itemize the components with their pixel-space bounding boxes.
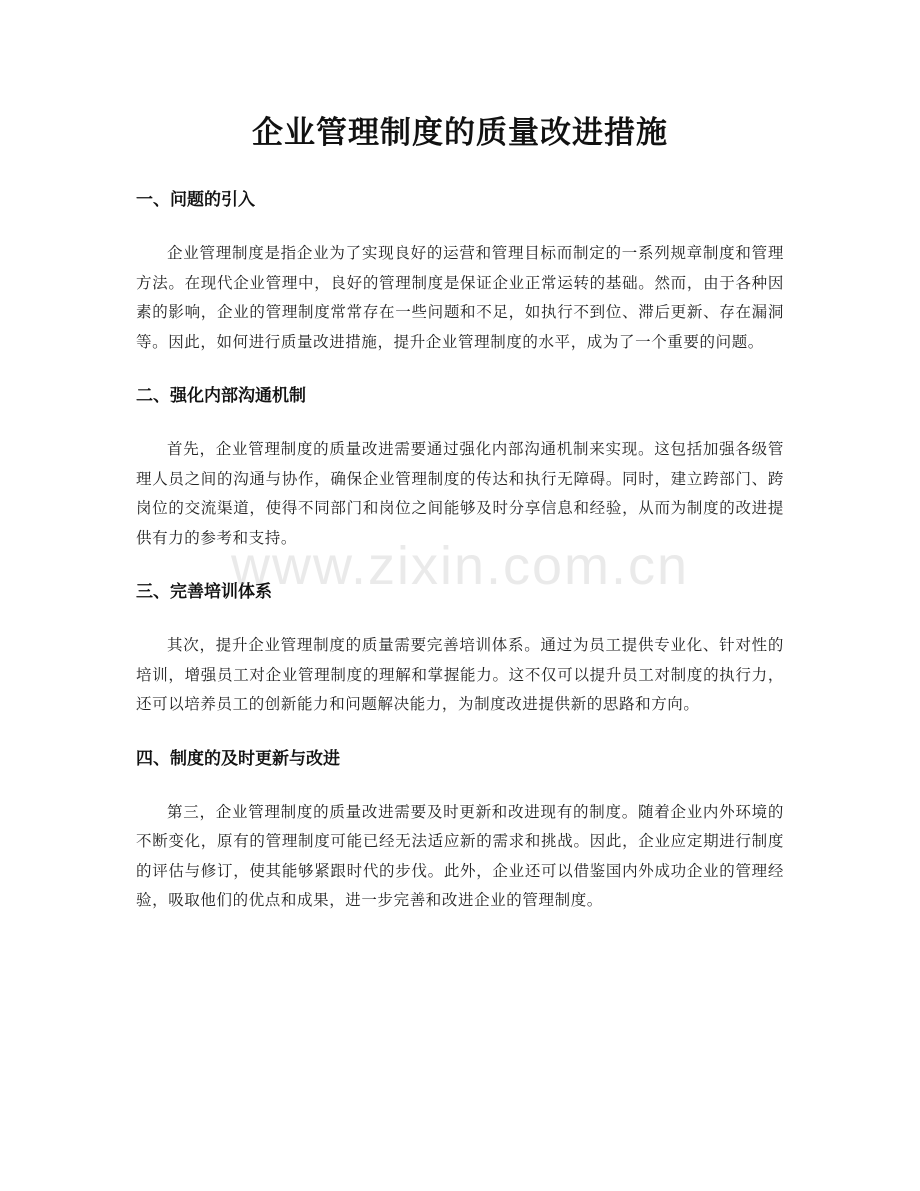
section-internal-communication — [136, 383, 784, 553]
section-paragraph: 其次，提升企业管理制度的质量需要完善培训体系。通过为员工提供专业化、针对性的培训，增强员工对企业管理制度的理解和掌握能力。这不仅可以提升员工对制度的执行力，还可以培养员工的创新能力和问题解决能力，为制度改进提供新的思路和方向。 — [136, 636, 784, 713]
section-paragraph: 第三，企业管理制度的质量改进需要及时更新和改进现有的制度。随着企业内外环境的不断变化，原有的管理制度可能已经无法适应新的需求和挑战。因此，企业应定期进行制度的评估与修订，使其能够紧跟时代的步伐。此外，企业还可以借鉴国内外成功企业的管理经验，吸取他们的优点和成果，进一步完善和改进企业的管理制度。 — [136, 802, 784, 909]
section-paragraph: 首先，企业管理制度的质量改进需要通过强化内部沟通机制来实现。这包括加强各级管理人员之间的沟通与协作，确保企业管理制度的传达和执行无障碍。同时，建立跨部门、跨岗位的交流渠道，使得不同部门和岗位之间能够及时分享信息和经验，从而为制度的改进提供有力的参考和支持。 — [136, 440, 784, 547]
document-title: 企业管理制度的质量改进措施 — [252, 115, 668, 151]
section-heading: 一、问题的引入 — [136, 190, 255, 210]
section-heading: 四、制度的及时更新与改进 — [136, 748, 340, 769]
section-problem-introduction — [136, 187, 784, 357]
section-paragraph: 企业管理制度是指企业为了实现良好的运营和管理目标而制定的一系列规章制度和管理方法。在现代企业管理中，良好的管理制度是保证企业正常运转的基础。然而，由于各种因素的影响，企业的管理制度常常存在一些问题和不足，如执行不到位、滞后更新、存在漏洞等。因此，如何进行质量改进措施，提升企业管理制度的水平，成为了一个重要的问题。 — [136, 244, 784, 351]
section-heading: 三、完善培训体系 — [136, 582, 272, 602]
section-heading: 二、强化内部沟通机制 — [136, 386, 306, 406]
section-training-system — [136, 579, 784, 720]
watermark: www.zixin.com.cn — [230, 536, 690, 596]
section-timely-update — [136, 746, 784, 916]
